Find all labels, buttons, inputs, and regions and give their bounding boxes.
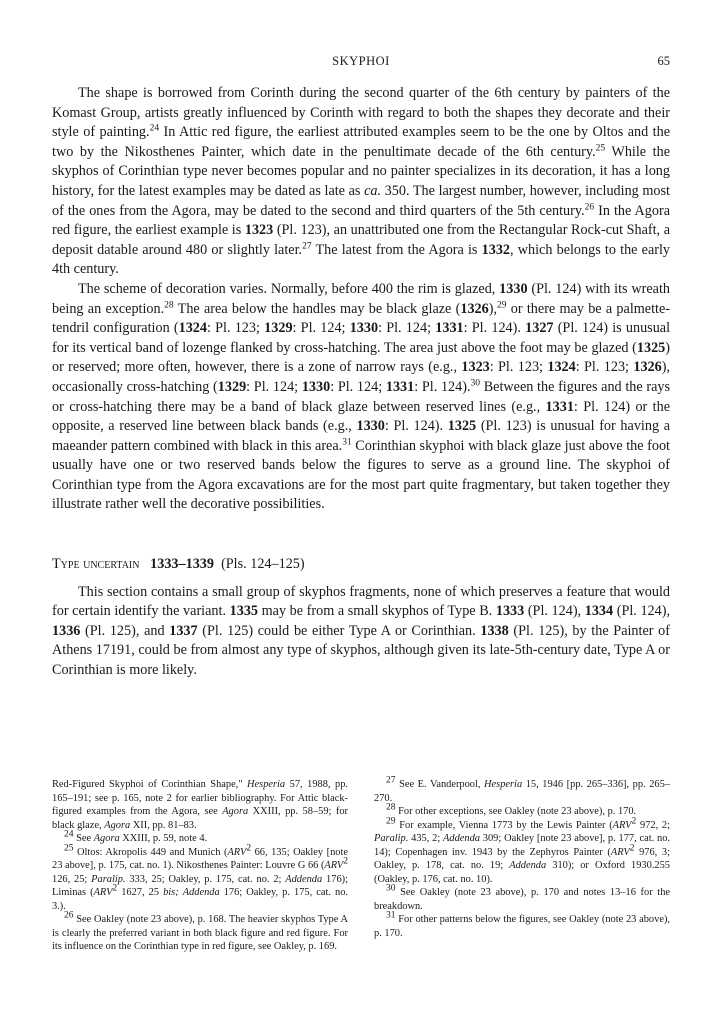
text-run: or there may be a palmette-tendril configuration ( [52, 300, 670, 337]
catalog-number: 1326 [460, 300, 489, 317]
footnote-ref: 24 [149, 123, 160, 134]
text-run: , which belongs to the early 4th century. [52, 241, 670, 278]
italic-title: Agora [104, 819, 131, 831]
text-run: The scheme of decoration varies. Normally, before 400 the rim is glazed, [78, 280, 500, 297]
footnote-ref: 30 [470, 378, 480, 389]
catalog-number: 1326 [633, 359, 662, 376]
text-run: 1627, 25 [117, 887, 164, 898]
italic-title: ARV [610, 846, 630, 858]
italic-title: Addenda [285, 873, 323, 885]
paragraph-decoration [52, 280, 670, 515]
text-run: (Pl. 125) could be either Type A or Corinthian. [197, 622, 481, 639]
text-run: (Pl. 125), by the Painter of Athens 17191, could be from almost any type of skyphos, although given its late-5th-century date, Type A or Corinthian is more likely. [52, 622, 670, 679]
footnote-number: 26 [64, 910, 74, 921]
catalog-number: 1323 [461, 359, 490, 376]
footnote-28 [374, 802, 670, 819]
catalog-number: 1331 [435, 320, 464, 337]
text-run: The latest from the Agora is [311, 241, 482, 258]
catalog-number: 1331 [385, 378, 415, 395]
catalog-number: 1324 [178, 320, 207, 337]
catalog-number: 1332 [481, 241, 511, 258]
text-run: In the Agora red figure, the earliest example is [52, 202, 670, 239]
footnote-number: 31 [386, 910, 396, 921]
text-run: (Pl. 123) is unusual for having a maeander pattern combined with black in this area. [52, 418, 671, 454]
text-run: : Pl. 124; [330, 378, 386, 395]
footnote-26 [52, 910, 348, 954]
text-run: Between the figures and the rays or cross-hatching there may be a band of black glaze between reserved lines (e.g., [52, 378, 671, 415]
text-run: 333, 25; Oakley, p. 175, cat. no. 2; [125, 873, 286, 885]
text-run: For example, Vienna 1773 by the Lewis Painter ( [395, 819, 613, 831]
text-run: XXIII, p. 59, note 4. [119, 833, 208, 844]
text-run: 57, 1988, pp. 165–191; see p. 165, note 2 for earlier bibliography. For Attic black-figured examples from the Agora, see [52, 779, 348, 817]
text-run: : Pl. 123; [489, 359, 548, 376]
running-header [52, 54, 670, 72]
catalog-number: 1335 [229, 603, 258, 620]
text-run: 435, 2; [408, 833, 444, 844]
italic-title: Addenda [509, 860, 547, 871]
text-run: ) or reserved; more often, however, there is a zone of narrow rays (e.g., [52, 339, 670, 376]
text-run: The area below the handles may be black glaze ( [173, 300, 461, 317]
footnote-number: 24 [64, 829, 74, 840]
text-run: : Pl. 124; [292, 320, 350, 337]
text-run: : Pl. 124; [378, 320, 436, 337]
italic-title: bis; [163, 887, 179, 898]
footnote-number: 28 [386, 802, 396, 813]
catalog-number: 1325 [447, 418, 477, 435]
section-heading [52, 555, 670, 575]
catalog-number: 1330 [301, 378, 331, 395]
superscript: 2 [631, 816, 637, 827]
text-run: (Pl. 125), and [80, 622, 170, 639]
text-run: See Oakley (note 23 above), p. 170 and notes 13–16 for the breakdown. [374, 887, 670, 912]
text-run: : Pl. 124). [414, 378, 471, 395]
text-run: XXIII, pp. 58–59; for black glaze, [52, 806, 349, 831]
text-run: may be from a small skyphos of Type B. [258, 603, 496, 620]
italic-title: Agora [93, 833, 120, 844]
footnote-24 [52, 829, 348, 846]
footnote-ref: 26 [584, 201, 595, 212]
italic-abbrev: ca. [364, 182, 382, 199]
catalog-number: 1338 [480, 622, 509, 639]
text-run: (Pl. 124) with its wreath being an exception. [52, 280, 670, 317]
catalog-number: 1330 [499, 280, 528, 297]
footnote-number: 27 [386, 775, 396, 786]
text-run: (Pl. 124), [524, 603, 585, 620]
heading-plates: (Pls. 124–125) [221, 556, 305, 573]
italic-title: ARV [93, 887, 113, 898]
italic-title: ARV [227, 846, 247, 858]
catalog-number: 1336 [52, 622, 81, 639]
text-run: Corinthian skyphoi with black glaze just above the foot usually have one or two reserved bands below the figures to serve as a ground line. The skyphoi of Corinthian type from the Agora excavations are for the most part quite fragmentary, but taken together they illustrate rather well the decorative possibilities. [52, 437, 670, 513]
footnote-ref: 25 [595, 143, 606, 154]
footnote-27 [374, 775, 670, 805]
text-run: ), occasionally cross-hatching ( [52, 359, 670, 395]
footnote-23-continued [52, 778, 348, 832]
text-run: In Attic red figure, the earliest attributed examples seem to be the one by Oltos and the two by the Nikosthenes Painter, which date in the penultimate decade of the 6th century. [52, 124, 670, 160]
catalog-number: 1329 [264, 320, 293, 337]
footnote-ref: 31 [342, 436, 352, 447]
italic-title: ARV [324, 860, 344, 871]
footnote-30 [374, 883, 670, 913]
footnote-number: 25 [64, 843, 74, 854]
footnote-25 [52, 843, 349, 914]
heading-label: Type uncertain [52, 556, 140, 573]
text-run: 66, 135; Oakley [note 23 above], p. 175, cat. no. 1). Nikosthenes Painter: Louvre G 66 ( [52, 846, 348, 871]
italic-title: ARV [612, 819, 632, 831]
footnote-number: 30 [386, 883, 396, 894]
italic-title: Agora [222, 806, 249, 817]
italic-title: Paralip. [91, 873, 126, 885]
superscript: 2 [343, 856, 349, 867]
catalog-number: 1331 [545, 398, 574, 415]
italic-title: Paralip. [374, 833, 409, 844]
text-run: : Pl. 124). [463, 320, 526, 337]
text-run: 976, 3; Oakley, p. 178, cat. no. 19; [374, 846, 670, 871]
text-run: 176); Liminas ( [52, 873, 348, 898]
text-run: Oltos: Akropolis 449 and Munich ( [73, 846, 228, 858]
text-run: (Pl. 124) is unusual for its vertical band of lozenge flanked by cross-hatching. The area just above the foot may be glazed ( [52, 320, 671, 356]
footnote-ref: 28 [164, 299, 174, 310]
running-title: SKYPHOI [332, 54, 390, 68]
text-run: (Pl. 124), [613, 603, 670, 620]
text-run: For other patterns below the figures, see Oakley (note 23 above), p. 170. [374, 914, 670, 939]
text-run: : Pl. 123; [575, 359, 634, 376]
text-run: : Pl. 123; [206, 320, 265, 337]
text-run: Red-Figured Skyphoi of Corinthian Shape," [52, 779, 248, 790]
footnote-ref: 29 [497, 299, 507, 310]
footnotes [52, 775, 670, 954]
text-run: 176; Oakley, p. 175, cat. no. 3.). [52, 887, 348, 912]
italic-title: Addenda [443, 833, 480, 844]
text-run: 309; Oakley [note 23 above], p. 177, cat. no. 14); Copenhagen inv. 1943 by the Zephyros Painter ( [374, 833, 670, 858]
text-run: See Oakley (note 23 above), p. 168. The heavier skyphos Type A is clearly the preferred variant in both black figure and red figure. For its influence on the Corinthian type in red figure, see Oakley, p. 169. [52, 914, 348, 952]
text-run: : Pl. 124; [246, 378, 302, 395]
text-run: (Pl. 123), an unattributed one from the Rectangular Rock-cut Shaft, a deposit datable around 480 or slightly later. [52, 222, 670, 258]
catalog-number: 1337 [169, 622, 198, 639]
paragraph-origin [52, 84, 670, 280]
text-run: 15, 1946 [pp. 265–336], pp. 265–270. [374, 779, 670, 804]
catalog-number: 1329 [217, 378, 247, 395]
text-run: This section contains a small group of skyphos fragments, none of which preserves a feature that would for certain identify the variant. [52, 583, 670, 620]
paragraph-type-uncertain [52, 583, 670, 681]
text-run: 972, 2; [636, 819, 670, 831]
italic-title: Hesperia [484, 779, 523, 790]
text-run: : Pl. 124) or the opposite, a reserved line between black bands (e.g., [52, 398, 671, 435]
italic-title: Addenda [182, 887, 220, 898]
text-run: XII, pp. 81–83. [130, 819, 197, 831]
text-run: 126, 25; [52, 873, 92, 885]
footnote-31 [374, 910, 670, 940]
page-number: 65 [657, 54, 670, 68]
footnote-number: 29 [386, 816, 396, 827]
superscript: 2 [246, 843, 252, 854]
catalog-number: 1323 [244, 222, 274, 239]
heading-range: 1333–1339 [150, 556, 214, 573]
catalog-number: 1327 [525, 320, 554, 337]
italic-title: Hesperia [247, 779, 286, 790]
main-text [52, 84, 670, 681]
catalog-number: 1324 [547, 359, 576, 376]
catalog-number: 1330 [349, 320, 379, 337]
text-run: See E. Vanderpool, [395, 779, 485, 790]
text-run: : Pl. 124). [384, 418, 448, 435]
superscript: 2 [629, 843, 635, 854]
text-run: The shape is borrowed from Corinth during the second quarter of the 6th century by painters of the Komast Group, artists greatly influenced by Corinth with regard to both the shapes they decorate and their style of painting. [52, 85, 670, 141]
catalog-number: 1333 [495, 603, 525, 620]
catalog-number: 1325 [636, 339, 666, 356]
catalog-number: 1334 [584, 603, 614, 620]
text-run: For other exceptions, see Oakley (note 23 above), p. 170. [395, 806, 637, 817]
text-run: 310); or Oxford 1930.255 (Oakley, p. 176, cat. no. 10). [374, 860, 670, 885]
text-run: 350. The largest number, however, including most of the ones from the Agora, may be dated to the second and third quarters of the 5th century. [52, 182, 670, 219]
text-run: While the skyphos of Corinthian type never becomes popular and no painter specializes in its decoration, it has a long history, for the latest examples may be dated as late as [52, 143, 670, 199]
superscript: 2 [112, 883, 118, 894]
footnote-ref: 27 [302, 241, 312, 252]
catalog-number: 1330 [356, 418, 385, 435]
text-run: See [73, 833, 94, 844]
text-run: ), [488, 300, 497, 317]
footnote-29 [374, 816, 670, 887]
